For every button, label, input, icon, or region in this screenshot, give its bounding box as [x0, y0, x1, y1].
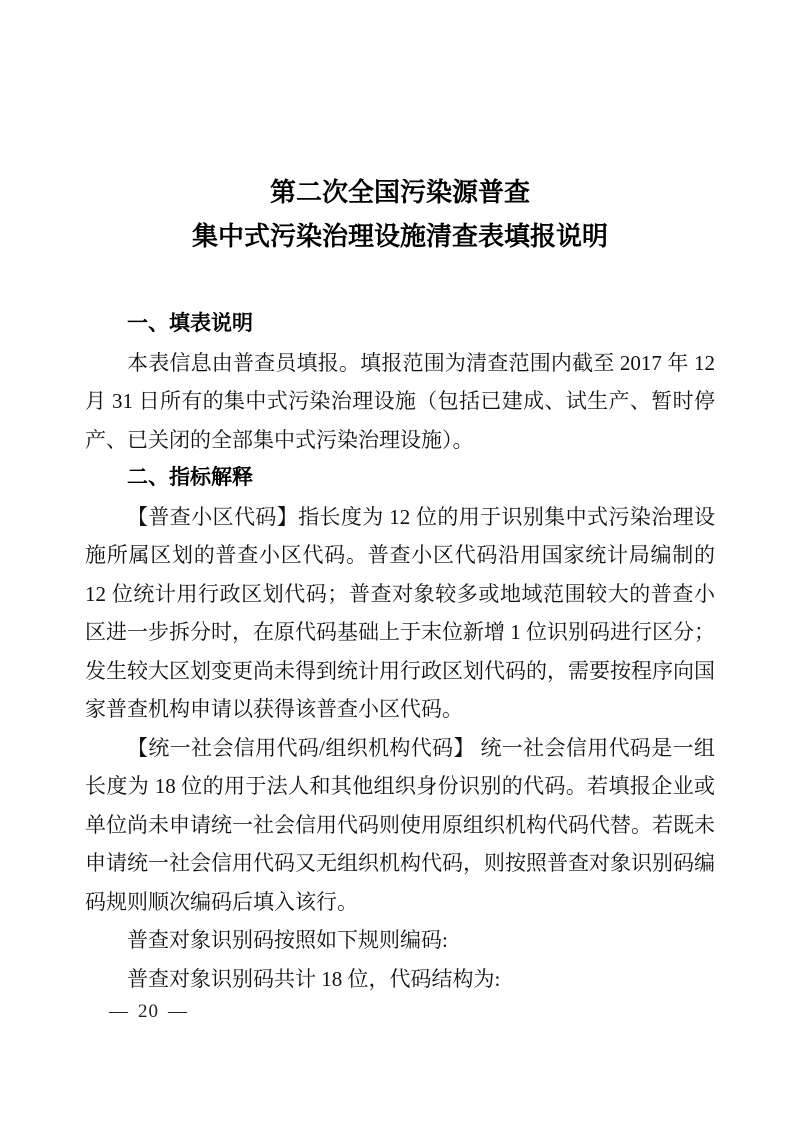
document-title — [0, 0, 800, 258]
paragraph-identifier-coding-rule: 普查对象识别码按照如下规则编码: — [127, 928, 448, 952]
document-body — [0, 305, 800, 998]
footer-right-dash: — — [168, 1001, 188, 1022]
paragraph-identifier-structure: 普查对象识别码共计 18 位，代码结构为: — [127, 966, 501, 991]
footer-left-dash: — — [109, 1001, 129, 1022]
document-title-line2: 集中式污染治理设施清查表填报说明 — [191, 221, 608, 251]
page-footer — [100, 1000, 197, 1024]
paragraph-census-area-code: 【普查小区代码】指长度为 12 位的用于识别集中式污染治理设施所属区划的普查小区代码。普查小区代码沿用国家统计局编制的 12 位统计用行政区划代码；普查对象较多或地域范围较大的普查小区进一步拆分时，在原代码基础上于末位新增 1 位识别码进行区分；发生较大区划变更尚未得到统计用行政区划代码的，需要按程序向国家普查机构申请以获得该普查小区代码。 — [85, 504, 715, 721]
document-title-line1: 第二次全国污染源普查 — [269, 177, 530, 207]
section-heading-fill-instructions: 一、填表说明 — [127, 312, 253, 335]
paragraph-unified-social-credit-code: 【统一社会信用代码/组织机构代码】 统一社会信用代码是一组长度为 18 位的用于法人和其他组织身份识别的代码。若填报企业或单位尚未申请统一社会信用代码则使用原组织机构代码代替。若既未申请统一社会信用代码又无组织机构代码，则按照普查对象识别码编码规则顺次编码后填入该行。 — [85, 735, 715, 914]
section-heading-indicator-explanation: 二、指标解释 — [127, 466, 253, 489]
page-number: 20 — [138, 1001, 159, 1022]
paragraph-fill-scope: 本表信息由普查员填报。填报范围为清查范围内截至 2017 年 12 月 31 日所有的集中式污染治理设施（包括已建成、试生产、暂时停产、已关闭的全部集中式污染治理设施）。 — [85, 350, 715, 452]
